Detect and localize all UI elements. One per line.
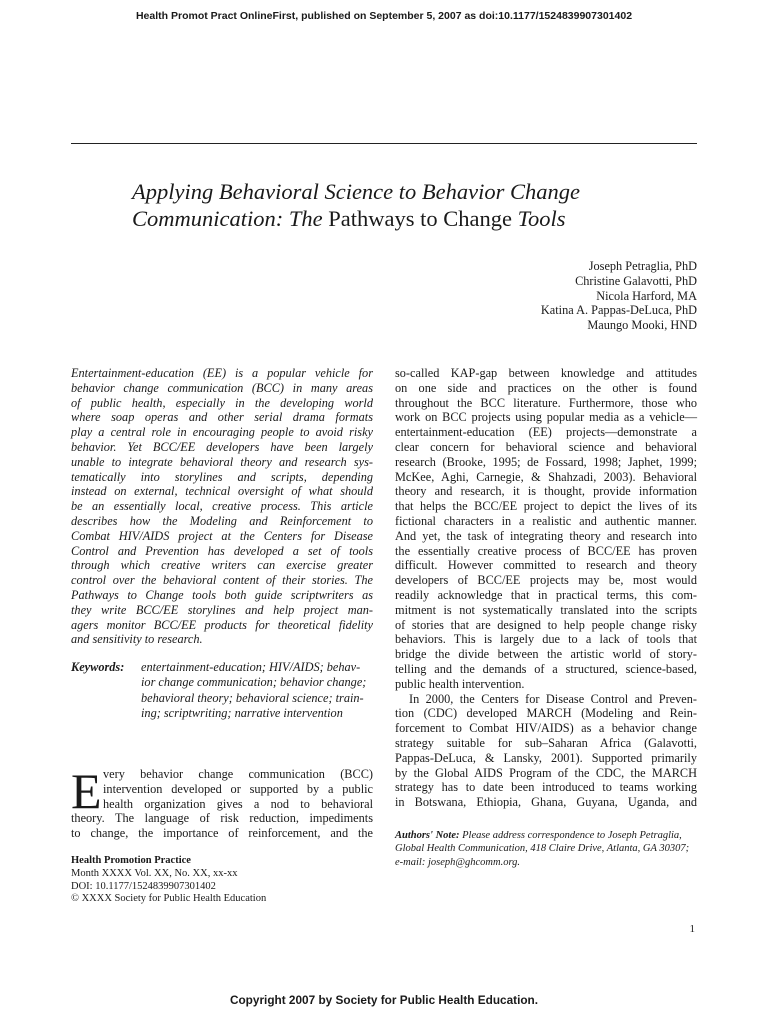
body-line: work on BCC projects using popular media as a vehicle—: [395, 410, 697, 425]
abstract-line: be an essentially local, creative process. This article: [71, 499, 373, 514]
body-line: research (Brooke, 1995; de Fossard, 1998; Japhet, 1999;: [395, 454, 697, 469]
body-line: fictional characters in a realistic and authentic manner.: [395, 513, 697, 528]
intro-line: intervention developed or supported by a public: [103, 781, 373, 796]
abstract-line: describes how the Modeling and Reinforcement to: [71, 513, 373, 528]
body-line: telling and the demands of a structured, science-based,: [395, 661, 697, 676]
copyright-info: © XXXX Society for Public Health Education: [71, 893, 267, 905]
page-number: 1: [689, 923, 695, 935]
author-list: [297, 259, 697, 333]
keywords-label: Keywords:: [71, 660, 125, 674]
body-line: so-called KAP-gap between knowledge and attitudes: [395, 366, 697, 380]
abstract-line: play a central role in encouraging people to avoid risky: [71, 425, 373, 440]
keywords-line: entertainment-education; HIV/AIDS; behav-: [141, 660, 361, 674]
author-name: Nicola Harford, MA: [596, 288, 697, 303]
title-line-2-roman: Pathways to Change: [322, 206, 518, 231]
doi-info: DOI: 10.1177/1524839907301402: [71, 880, 216, 892]
footer-copyright: Copyright 2007 by Society for Public Health Education.: [229, 993, 539, 1007]
body-line: clear concern for behavioral science and behavioral: [395, 439, 697, 454]
body-text-column: [395, 366, 697, 810]
body-line: behaviors. This is largely due to a lack of tools that: [395, 632, 697, 647]
body-line: tion (CDC) developed MARCH (Modeling and Rein-: [395, 706, 697, 721]
abstract-line: where soap operas and other serial drama formats: [71, 410, 373, 425]
body-line: throughout the BCC literature. Furthermore, those who: [395, 395, 697, 410]
title-line-2-end: Tools: [517, 206, 566, 231]
abstract-line: behavior change communication (BCC) in many areas: [71, 380, 373, 395]
body-line: entertainment-education (EE) projects—demonstrate a: [395, 425, 697, 440]
body-line: public health intervention.: [395, 676, 525, 691]
author-name: Joseph Petraglia, PhD: [588, 259, 697, 273]
body-line: readily acknowledge that in practical terms, this com-: [395, 587, 697, 602]
intro-line: to change, the importance of reinforcement, and the: [71, 826, 373, 841]
body-line: Pappas-DeLuca, & Lansky, 2001). Supported primarily: [395, 750, 697, 765]
abstract-line: Entertainment-education (EE) is a popular vehicle for: [71, 366, 373, 380]
abstract-line: unable to integrate behavioral theory and research sys-: [71, 454, 373, 469]
title-line-2: [132, 205, 712, 232]
abstract-line: behavior. Yet BCC/EE developers have been largely: [71, 439, 373, 454]
authors-note-label: Authors' Note:: [395, 830, 460, 841]
body-line: difficult. However committed to research and theory: [395, 558, 697, 573]
abstract-line: instead on external, technical oversight of what should: [71, 484, 373, 499]
body-line: mitment is not systematically translated into the scripts: [395, 602, 697, 617]
body-line: McKee, Aghi, Carnegie, & Shahzadi, 2003). Behavioral: [395, 469, 697, 484]
title-line-1: Applying Behavioral Science to Behavior Change: [132, 179, 581, 204]
abstract-line: tematically into storylines and scripts, depending: [71, 469, 373, 484]
abstract-line: of public health, especially in the developing world: [71, 395, 373, 410]
body-line: theory and research, it is thought, provide information: [395, 484, 697, 499]
title-divider: [71, 143, 697, 144]
abstract-line: and sensitivity to research.: [71, 632, 203, 647]
issue-info: Month XXXX Vol. XX, No. XX, xx-xx: [71, 867, 238, 879]
abstract-line: Pathways to Change tools both guide scriptwriters as: [71, 587, 373, 602]
body-line: of stories that are designed to help people change risky: [395, 617, 697, 632]
publication-info: [71, 855, 373, 906]
intro-paragraph: [71, 763, 373, 841]
abstract-line: control over the behavioral content of their stories. The: [71, 573, 373, 588]
body-line: bridge the divide between the artistic world of story-: [395, 647, 697, 662]
intro-line: theory. The language of risk reduction, impediments: [71, 811, 373, 826]
abstract-line: Control and Prevention has developed a set of tools: [71, 543, 373, 558]
body-line: And yet, the task of integrating theory and research into: [395, 528, 697, 543]
body-line: in Botswana, Ethiopia, Ghana, Guyana, Uganda, and: [395, 795, 697, 810]
keywords-line: ior change communication; behavior change;: [141, 675, 367, 690]
abstract: [71, 366, 373, 647]
body-line: strategy suitable for sub–Saharan Africa (Galavotti,: [395, 735, 697, 750]
drop-cap: E: [71, 763, 102, 819]
author-name: Katina A. Pappas-DeLuca, PhD: [540, 303, 697, 318]
abstract-line: they write BCC/EE storylines and help project man-: [71, 602, 373, 617]
journal-title: Health Promotion Practice: [71, 855, 191, 866]
keywords-line: ing; scriptwriting; narrative intervention: [141, 705, 343, 720]
journal-header: Health Promot Pract OnlineFirst, published on September 5, 2007 as doi:10.1177/1524839907301402: [135, 10, 633, 22]
intro-line: health organization gives a nod to behavioral: [103, 796, 373, 811]
abstract-line: Combat HIV/AIDS project at the Centers for Disease: [71, 528, 373, 543]
abstract-line: agers monitor BCC/EE products for theoretical fidelity: [71, 617, 373, 632]
body-line: In 2000, the Centers for Disease Control and Preven-: [409, 691, 697, 706]
keywords-line: behavioral theory; behavioral science; train-: [141, 690, 364, 705]
body-line: forcement to Combat HIV/AIDS) as a behavior change: [395, 721, 697, 736]
abstract-line: through which creative writers can exercise greater: [71, 558, 373, 573]
body-line: that helps the BCC/EE project to depict the lives of its: [395, 499, 697, 514]
authors-note: [395, 829, 697, 869]
body-line: strategy has to date been introduced to teams working: [395, 780, 697, 795]
body-line: by the Global AIDS Program of the CDC, the MARCH: [395, 765, 697, 780]
title-line-2-italic: Communication: The: [132, 206, 323, 231]
intro-line: very behavior change communication (BCC): [103, 767, 373, 781]
article-title: [132, 178, 712, 232]
body-line: on one side and practices on the other is found: [395, 380, 697, 395]
body-line: developers of BCC/EE projects may be, most would: [395, 573, 697, 588]
body-line: the essentially creative process of BCC/EE has proven: [395, 543, 697, 558]
authors-note-text: Please address correspondence to Joseph Petraglia, Global Health Communication, 418 Claire Drive, Atlanta, GA 30307; e-mail: joseph@ghcomm.org.: [395, 830, 690, 868]
author-name: Maungo Mooki, HND: [587, 318, 697, 333]
author-name: Christine Galavotti, PhD: [575, 273, 697, 288]
keywords-list: [141, 660, 373, 721]
